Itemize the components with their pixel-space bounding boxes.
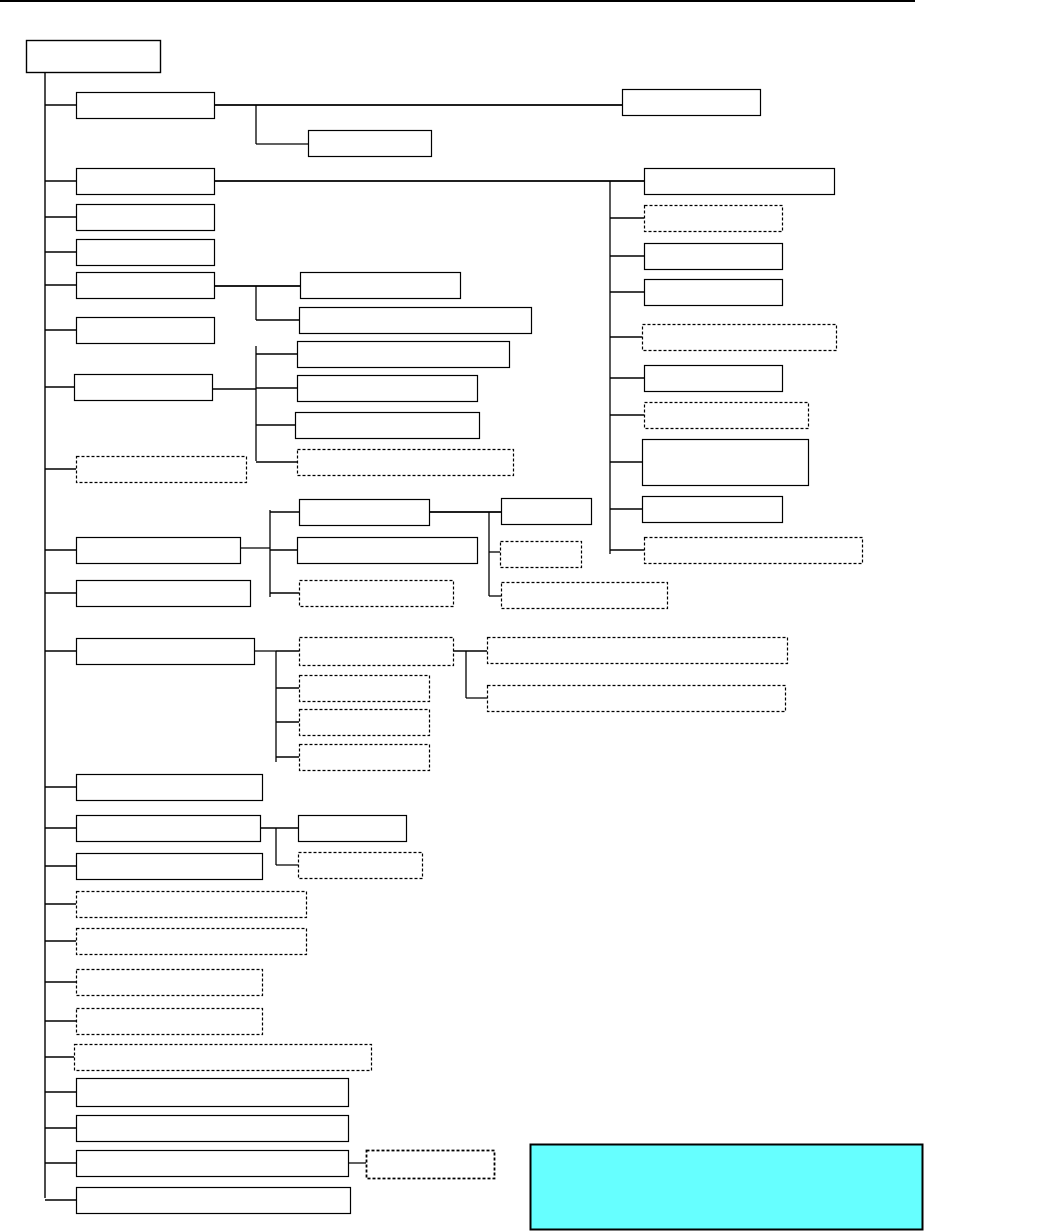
node-box xyxy=(77,93,215,119)
node-box xyxy=(77,1151,349,1177)
legend-note-box xyxy=(531,1145,923,1230)
node-box xyxy=(77,581,251,607)
dashed-node-box xyxy=(645,206,783,232)
dashed-node-box xyxy=(488,638,788,664)
node-box xyxy=(502,499,592,525)
dashed-node-box xyxy=(77,1009,263,1035)
node-box xyxy=(298,538,478,564)
node-box xyxy=(643,440,809,486)
dashed-node-box xyxy=(300,581,454,607)
node-box xyxy=(623,90,761,116)
dashed-node-box xyxy=(299,853,423,879)
node-box xyxy=(77,1079,349,1107)
dashed-node-box xyxy=(488,686,786,712)
dashed-node-box xyxy=(77,970,263,996)
node-box xyxy=(77,639,255,665)
node-box xyxy=(77,273,215,299)
node-box xyxy=(77,775,263,801)
node-box xyxy=(300,308,532,334)
node-box xyxy=(77,205,215,231)
root-node-box xyxy=(27,41,161,73)
node-box xyxy=(77,240,215,266)
dashed-node-box xyxy=(501,542,582,568)
node-box xyxy=(298,376,478,402)
node-box xyxy=(77,854,263,880)
dashed-node-box xyxy=(643,325,837,351)
dashed-node-box xyxy=(300,638,454,666)
node-box xyxy=(75,375,213,401)
node-box xyxy=(301,273,461,299)
dashed-node-box xyxy=(645,538,863,564)
node-box xyxy=(645,169,835,195)
node-box xyxy=(645,244,783,270)
node-box xyxy=(645,280,783,306)
node-box xyxy=(300,500,430,526)
node-box xyxy=(77,318,215,344)
dashed-node-box xyxy=(75,1045,372,1071)
dashed-node-box xyxy=(300,710,430,736)
dashed-node-box xyxy=(300,745,430,771)
node-box xyxy=(77,169,215,195)
dashed-node-box xyxy=(300,676,430,702)
dashed-node-box xyxy=(367,1151,495,1179)
dashed-node-box xyxy=(77,892,307,918)
node-box xyxy=(298,342,510,368)
node-box xyxy=(77,538,241,564)
dashed-node-box xyxy=(298,450,514,476)
node-box xyxy=(77,1188,351,1214)
dashed-node-box xyxy=(645,403,809,429)
node-box xyxy=(296,413,480,439)
node-box xyxy=(643,497,783,523)
dashed-node-box xyxy=(77,457,247,483)
node-box xyxy=(77,816,261,842)
node-box xyxy=(645,366,783,392)
node-box xyxy=(299,816,407,842)
node-box xyxy=(77,1116,349,1142)
node-box xyxy=(309,131,432,157)
dashed-node-box xyxy=(502,583,668,609)
dashed-node-box xyxy=(77,929,307,955)
